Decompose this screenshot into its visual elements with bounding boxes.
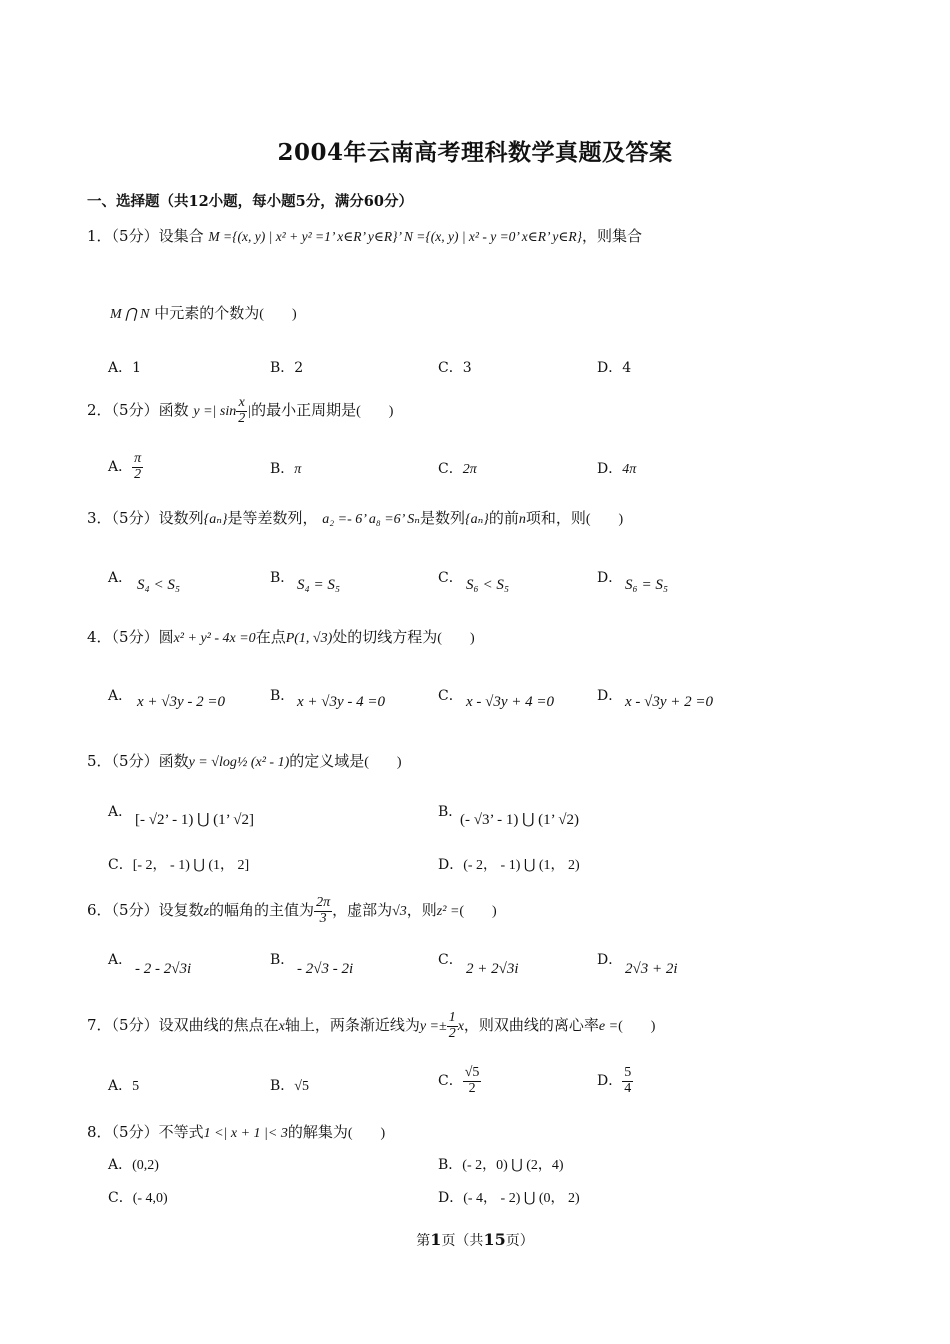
answer-blank: ( ): [259, 307, 297, 322]
option-d: D．4π: [597, 461, 637, 477]
option-c: C．: [438, 688, 463, 704]
option-a: A．(0,2): [108, 1157, 159, 1173]
option-d-value: 2√3 + 2i: [625, 961, 678, 977]
option-a: A．: [108, 570, 133, 586]
question-text: （5分）设集合: [111, 227, 204, 245]
question-6: 6．（5分）设复数z的幅角的主值为 $\frac{2\pi}{3}$ ，虚部为√3，则z² =( ): [87, 895, 497, 926]
option-b: B．2: [270, 360, 304, 376]
question-5: 5．（5分）函数y = √log½ (x² - 1)的定义域是( ): [87, 752, 402, 770]
answer-blank: ( ): [585, 512, 624, 527]
option-c: C．3: [438, 360, 472, 376]
answer-blank: ( ): [618, 1019, 656, 1035]
answer-blank: ( ): [364, 755, 402, 770]
option-b: B．: [270, 570, 295, 586]
question-number: 2．: [87, 401, 112, 420]
option-c: C．: [438, 952, 463, 968]
option-d: D．(- 2， - 1) ⋃ (1， 2): [438, 857, 580, 873]
page-title: 2004年云南高考理科数学真题及答案: [277, 139, 673, 166]
fraction: $\frac{x}{2}$: [238, 395, 246, 426]
option-b: B．: [270, 952, 295, 968]
answer-blank: ( ): [356, 404, 394, 420]
math-expression: M ⋂ N: [110, 307, 150, 322]
fraction: $\frac{5}{4}$: [624, 1065, 632, 1096]
option-d: D．: [597, 952, 623, 968]
option-b: B．: [438, 804, 463, 820]
answer-blank: ( ): [347, 1126, 386, 1141]
option-d: D．: [597, 570, 623, 586]
fraction: $\frac{1}{2}$: [448, 1010, 456, 1041]
fraction: $\frac{2\pi}{3}$: [316, 895, 331, 926]
option-d: D． $\frac{5}{4}$: [597, 1065, 632, 1096]
option-c-value: S₆ < S₅: [466, 577, 510, 593]
option-b: B．(- 2，0) ⋃ (2，4): [438, 1157, 564, 1173]
option-d-value: S₆ = S₅: [625, 577, 669, 593]
answer-blank: ( ): [437, 631, 475, 646]
question-7: 7．（5分）设双曲线的焦点在x轴上，两条渐近线为y =± $\frac{1}{2}$ x，则双曲线的离心率e =( ): [87, 1010, 656, 1041]
option-c: C．[- 2， - 1) ⋃ (1， 2]: [108, 857, 250, 873]
question-2: 2．（5分）函数 y =| sin $\frac{x}{2}$ |的最小正周期是( ): [87, 395, 394, 426]
option-d: D．: [597, 688, 623, 704]
option-d: D．(- 4， - 2) ⋃ (0， 2): [438, 1190, 580, 1206]
option-a: A． $\frac{\pi}{2}$: [108, 451, 142, 482]
question-1: [87, 225, 642, 246]
question-text: 中元素的个数为: [154, 304, 260, 322]
option-a: A．: [108, 804, 133, 820]
page-total: 15: [483, 1230, 506, 1249]
option-a: A．1: [108, 360, 142, 376]
option-c: C．: [438, 570, 463, 586]
option-d-value: x - √3y + 2 =0: [625, 694, 714, 710]
question-text: ，则集合: [582, 227, 643, 245]
option-c: C． $\frac{√5}{2}$: [438, 1065, 480, 1096]
page-number: 1: [430, 1230, 442, 1249]
option-a-value: S₄ < S₅: [137, 577, 181, 593]
page-footer: 第1页（共15页）: [416, 1230, 534, 1249]
option-b-value: (- √3’ - 1) ⋃ (1’ √2): [460, 812, 580, 828]
answer-blank: ( ): [459, 904, 497, 920]
option-b-value: S₄ = S₅: [297, 577, 341, 593]
math-expression: y =| sin: [193, 404, 237, 420]
question-1-line2: [110, 302, 297, 323]
option-a-value: x + √3y - 2 =0: [137, 694, 226, 710]
option-b-value: x + √3y - 4 =0: [297, 694, 386, 710]
option-d: D．4: [597, 360, 632, 376]
option-b: B．: [270, 688, 295, 704]
question-4: 4．（5分）圆x² + y² - 4x =0在点P(1, √3)处的切线方程为( ): [87, 628, 475, 646]
fraction: $\frac{\pi}{2}$: [134, 451, 142, 482]
option-b-value: - 2√3 - 2i: [297, 961, 354, 977]
section-heading: 一、选择题（共12小题，每小题5分，满分60分）: [87, 193, 413, 210]
option-c: C．2π: [438, 461, 477, 477]
option-c-value: 2 + 2√3i: [466, 961, 519, 977]
question-text: 的最小正周期是: [251, 401, 357, 420]
question-text: （5分）函数: [111, 401, 189, 420]
option-a-value: - 2 - 2√3i: [135, 961, 192, 977]
option-a-value: [- √2’ - 1) ⋃ (1’ √2]: [135, 812, 255, 828]
option-a: A．: [108, 688, 133, 704]
question-number: 1．: [87, 227, 112, 245]
option-c: C．(- 4,0): [108, 1190, 168, 1206]
fraction: $\frac{√5}{2}$: [464, 1065, 480, 1096]
option-a: A．5: [108, 1078, 140, 1094]
question-3: 3．（5分）设数列{aₙ}是等差数列， a₂ =- 6’ a₈ =6’ Sₙ是数列{aₙ}的前n项和，则( ): [87, 509, 624, 527]
question-8: 8．（5分）不等式1 <| x + 1 |< 3的解集为( ): [87, 1123, 386, 1141]
option-c-value: x - √3y + 4 =0: [466, 694, 555, 710]
math-expression: M ={(x, y) | x² + y² =1’ x∈R’ y∈R}’ N ={(x, y) | x² - y =0’ x∈R’ y∈R}: [208, 229, 583, 244]
option-a: A．: [108, 952, 133, 968]
option-b: B．√5: [270, 1078, 309, 1094]
option-b: B．π: [270, 461, 302, 477]
